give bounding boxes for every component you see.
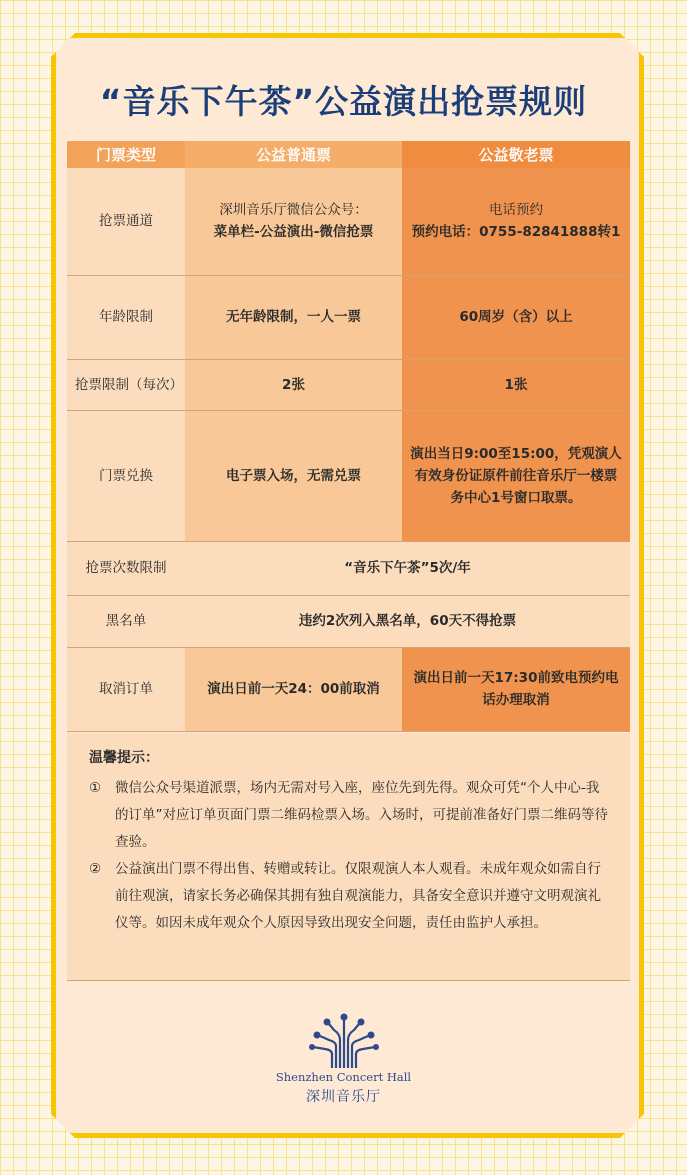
tip-number: ①	[89, 780, 102, 796]
table-row	[67, 168, 630, 275]
table-row	[67, 647, 630, 731]
logo	[0, 1010, 687, 1106]
table-row	[67, 541, 630, 595]
row-label: 抢票通道	[67, 168, 185, 275]
row-label: 门票兑换	[67, 410, 185, 541]
elder-cell: 演出当日9:00至15:00，凭观演人有效身份证原件前往音乐厅一楼票务中心1号窗口取票。	[402, 410, 630, 541]
tips-section	[67, 733, 630, 981]
tip-item	[89, 775, 608, 856]
concert-hall-logo-icon	[309, 1010, 379, 1068]
header-normal-ticket: 公益普通票	[185, 141, 402, 168]
table-row	[67, 595, 630, 647]
merged-cell: “音乐下午茶”5次/年	[185, 541, 630, 595]
row-label: 年龄限制	[67, 275, 185, 359]
table-row	[67, 275, 630, 359]
table-row	[67, 410, 630, 541]
normal-channel-line2: 菜单栏-公益演出-微信抢票	[213, 224, 374, 241]
row-label: 抢票次数限制	[67, 541, 185, 595]
header-ticket-type: 门票类型	[67, 141, 185, 168]
rules-table	[67, 141, 630, 732]
tip-text: 微信公众号渠道派票，场内无需对号入座，座位先到先得。观众可凭“个人中心-我的订单”对应订单页面门票二维码检票入场。入场时，可提前准备好门票二维码等待查验。	[115, 780, 608, 850]
elder-cell	[402, 168, 630, 275]
tip-number: ②	[89, 861, 102, 877]
merged-cell: 违约2次列入黑名单，60天不得抢票	[185, 595, 630, 647]
elder-cell: 60周岁（含）以上	[402, 275, 630, 359]
elder-channel-line2: 预约电话：0755-82841888转1	[411, 224, 621, 241]
tip-text: 公益演出门票不得出售、转赠或转让。仅限观演人本人观看。未成年观众如需自行前往观演，请家长务必确保其拥有独自观演能力，具备安全意识并遵守文明观演礼仪等。如因未成年观众个人原因导致出现安全问题，责任由监护人承担。	[115, 861, 601, 931]
logo-english: Shenzhen Concert Hall	[275, 1070, 412, 1084]
normal-cell: 无年龄限制，一人一票	[185, 275, 402, 359]
normal-cell	[185, 168, 402, 275]
tips-title: 温馨提示：	[89, 750, 159, 766]
logo-chinese: 深圳音乐厅	[306, 1089, 381, 1105]
row-label: 黑名单	[67, 595, 185, 647]
elder-channel-line1: 电话预约	[489, 202, 543, 219]
header-elder-ticket: 公益敬老票	[402, 141, 630, 168]
normal-cell: 演出日前一天24：00前取消	[185, 647, 402, 731]
normal-cell: 电子票入场，无需兑票	[185, 410, 402, 541]
normal-cell: 2张	[185, 359, 402, 410]
row-label: 取消订单	[67, 647, 185, 731]
elder-cell: 1张	[402, 359, 630, 410]
table-header-row	[67, 141, 630, 168]
table-row	[67, 359, 630, 410]
tip-item	[89, 856, 608, 937]
normal-channel-line1: 深圳音乐厅微信公众号：	[219, 202, 368, 219]
elder-cell: 演出日前一天17:30前致电预约电话办理取消	[402, 647, 630, 731]
row-label: 抢票限制（每次）	[67, 359, 185, 410]
page-title: “音乐下午茶”公益演出抢票规则	[99, 82, 588, 121]
